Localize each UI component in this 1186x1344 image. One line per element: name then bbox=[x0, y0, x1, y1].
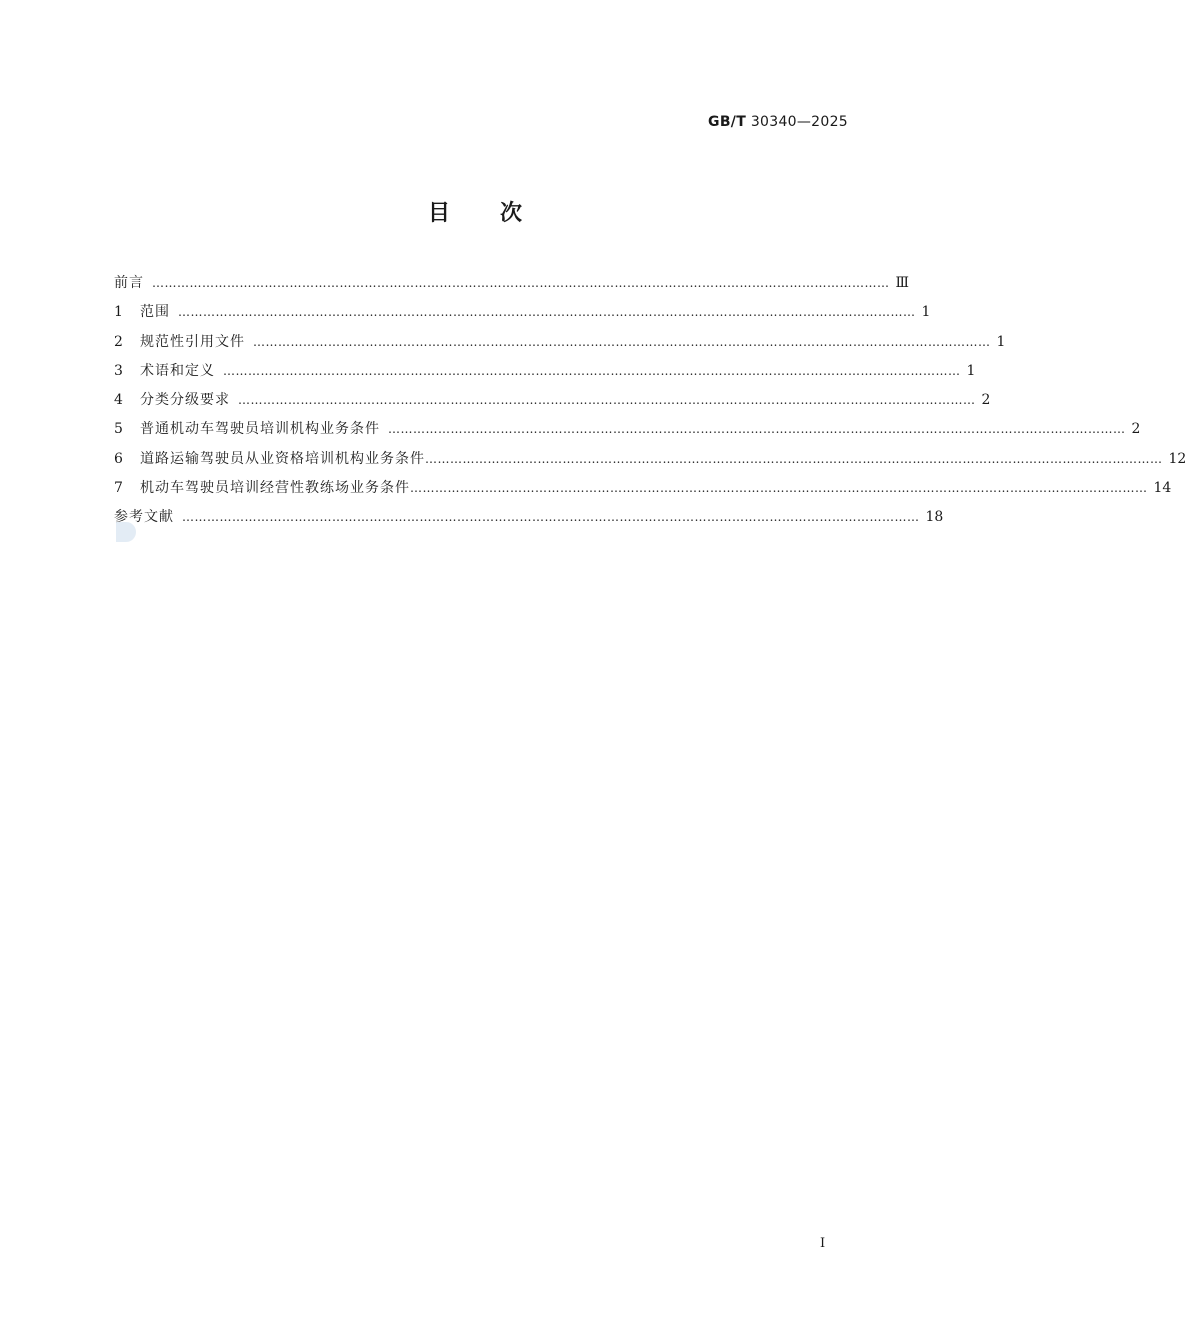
toc-entry-foreword[interactable] bbox=[114, 273, 910, 302]
toc-entry-3[interactable] bbox=[114, 361, 976, 390]
toc-entry-page: 12 bbox=[1168, 450, 1186, 467]
standard-code bbox=[708, 114, 848, 130]
toc-entry-label: 道路运输驾驶员从业资格培训机构业务条件 bbox=[140, 450, 425, 467]
toc-entry-number: 6 bbox=[114, 450, 123, 467]
toc-entry-2[interactable] bbox=[114, 332, 1006, 361]
watermark-logo-icon bbox=[114, 520, 138, 544]
toc-entry-label: 普通机动车驾驶员培训机构业务条件 bbox=[140, 421, 380, 438]
toc-entry-page: 14 bbox=[1153, 480, 1172, 497]
toc-entry-page: 1 bbox=[996, 333, 1006, 350]
toc-entry-page: 2 bbox=[981, 392, 991, 409]
standard-number: 30340—2025 bbox=[750, 114, 848, 130]
toc-entry-label: 范围 bbox=[140, 304, 170, 321]
toc-entry-number: 7 bbox=[114, 480, 123, 497]
toc-leader-dots: …………………………………………………………………………………………………………………………………………………………… bbox=[178, 305, 916, 320]
toc-leader-dots: …………………………………………………………………………………………………………………………………………………………… bbox=[223, 363, 961, 378]
page-number: I bbox=[820, 1236, 826, 1251]
toc-leader-dots: …………………………………………………………………………………………………………………………………………………………… bbox=[238, 393, 976, 408]
toc-entry-number: 5 bbox=[114, 421, 123, 438]
toc-entry-7[interactable] bbox=[114, 478, 1172, 507]
standard-prefix: GB/T bbox=[708, 114, 747, 130]
toc-entry-references[interactable] bbox=[114, 507, 944, 536]
toc-entry-page: 1 bbox=[966, 362, 976, 379]
toc-entry-label: 机动车驾驶员培训经营性教练场业务条件 bbox=[140, 480, 410, 497]
toc-leader-dots: …………………………………………………………………………………………………………………………………………………………… bbox=[410, 481, 1148, 496]
toc-entry-label: 规范性引用文件 bbox=[140, 333, 245, 350]
toc-entry-page: 18 bbox=[925, 509, 944, 526]
table-of-contents bbox=[114, 273, 1186, 537]
toc-entry-label: 术语和定义 bbox=[140, 362, 215, 379]
toc-leader-dots: …………………………………………………………………………………………………………………………………………………………… bbox=[425, 451, 1163, 466]
toc-entry-label: 分类分级要求 bbox=[140, 392, 230, 409]
toc-entry-number: 2 bbox=[114, 333, 123, 350]
page-title: 目次 bbox=[427, 201, 572, 226]
toc-entry-label: 前言 bbox=[114, 275, 144, 291]
toc-entry-6[interactable] bbox=[114, 449, 1186, 478]
toc-entry-number: 4 bbox=[114, 392, 123, 409]
toc-entry-page: 1 bbox=[921, 304, 931, 321]
toc-leader-dots: …………………………………………………………………………………………………………………………………………………………… bbox=[253, 334, 991, 349]
toc-entry-number: 1 bbox=[114, 304, 123, 321]
toc-entry-page: 2 bbox=[1131, 421, 1141, 438]
toc-entry-5[interactable] bbox=[114, 419, 1141, 448]
toc-entry-label: 参考文献 bbox=[114, 509, 174, 526]
toc-leader-dots: …………………………………………………………………………………………………………………………………………………………… bbox=[182, 510, 920, 525]
toc-leader-dots: …………………………………………………………………………………………………………………………………………………………… bbox=[388, 422, 1126, 437]
toc-entry-page: Ⅲ bbox=[895, 275, 910, 291]
toc-entry-1[interactable] bbox=[114, 302, 931, 331]
toc-entry-4[interactable] bbox=[114, 390, 991, 419]
toc-entry-number: 3 bbox=[114, 362, 123, 379]
toc-leader-dots: …………………………………………………………………………………………………………………………………………………………… bbox=[152, 276, 890, 290]
